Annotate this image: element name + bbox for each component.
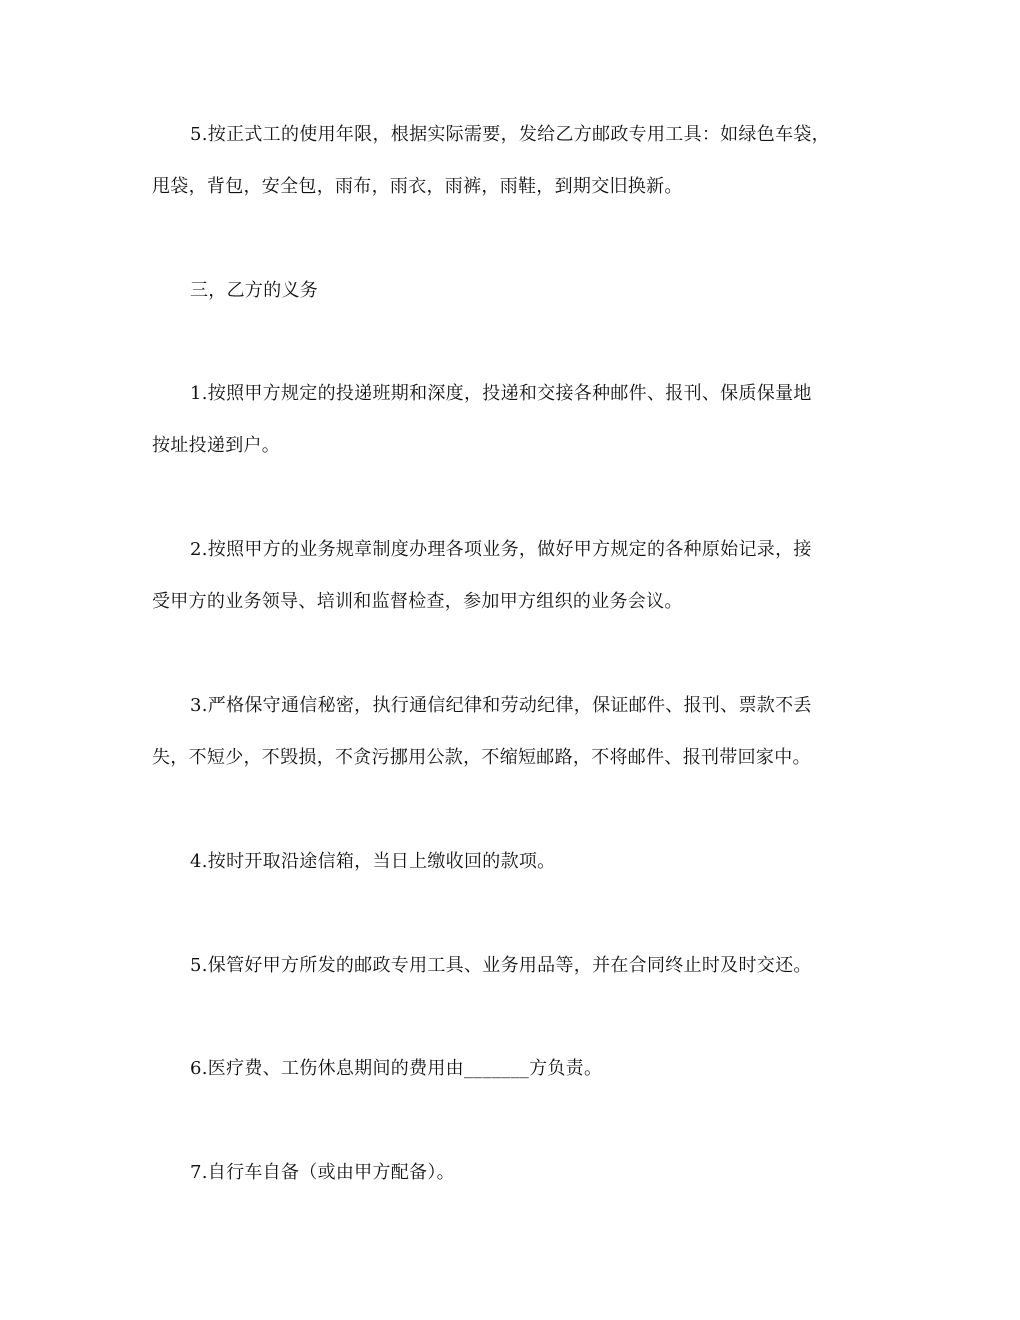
- paragraph-5-tools-line-1: 5.按正式工的使用年限，根据实际需要，发给乙方邮政专用工具：如绿色车袋，: [190, 124, 830, 145]
- paragraph-5-custody: 5.保管好甲方所发的邮政专用工具、业务用品等，并在合同终止时及时交还。: [190, 955, 812, 976]
- paragraph-1-delivery-line-2: 按址投递到户。: [152, 435, 281, 456]
- section-heading: 三，乙方的义务: [190, 280, 319, 301]
- paragraph-2-rules-line-1: 2.按照甲方的业务规章制度办理各项业务，做好甲方规定的各种原始记录，接: [190, 539, 812, 560]
- paragraph-2-rules-line-2: 受甲方的业务领导、培训和监督检查，参加甲方组织的业务会议。: [152, 591, 683, 612]
- paragraph-4-mailbox: 4.按时开取沿途信箱，当日上缴收回的款项。: [190, 851, 556, 872]
- paragraph-1-delivery-line-1: 1.按照甲方规定的投递班期和深度，投递和交接各种邮件、报刊、保质保量地: [190, 383, 812, 404]
- paragraph-7-bicycle: 7.自行车自备（或由甲方配备）。: [190, 1162, 455, 1183]
- paragraph-3-secrecy-line-2: 失，不短少，不毁损，不贪污挪用公款，不缩短邮路，不将邮件、报刊带回家中。: [152, 747, 811, 768]
- paragraph-5-tools-line-2: 甩袋，背包，安全包，雨布，雨衣，雨裤，雨鞋，到期交旧换新。: [152, 176, 683, 197]
- paragraph-6-medical: 6.医疗费、工伤休息期间的费用由_______方负责。: [190, 1058, 603, 1079]
- paragraph-3-secrecy-line-1: 3.严格保守通信秘密，执行通信纪律和劳动纪律，保证邮件、报刊、票款不丢: [190, 695, 812, 716]
